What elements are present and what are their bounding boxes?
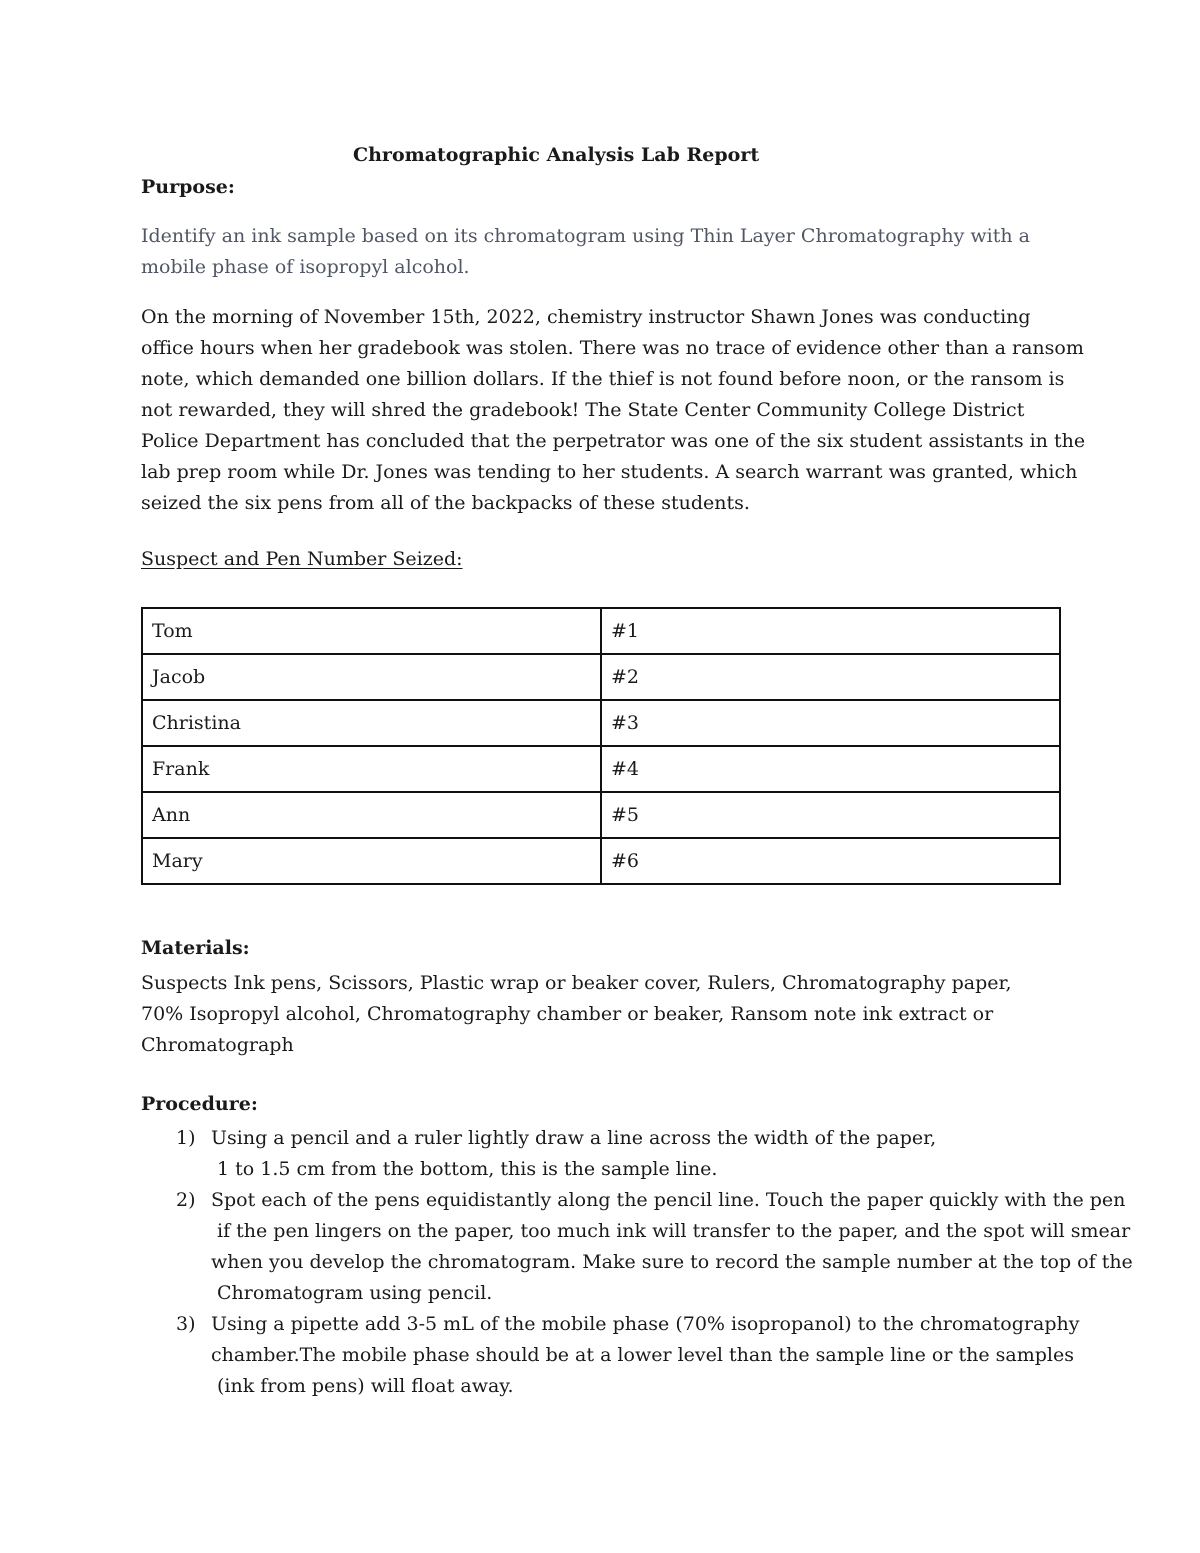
table-row (142, 746, 1060, 792)
procedure-step (141, 1309, 1141, 1402)
story-line: not rewarded, they will shred the gradebook! The State Center Community College District (141, 399, 1025, 421)
step-line: 1 to 1.5 cm from the bottom, this is the sample line. (217, 1158, 718, 1180)
step-line: Using a pipette add 3-5 mL of the mobile phase (70% isopropanol) to the chromatography (211, 1313, 1080, 1335)
pen-number: #2 (601, 654, 1060, 700)
pen-number: #1 (601, 608, 1060, 654)
materials-line: 70% Isopropyl alcohol, Chromatography chamber or beaker, Ransom note ink extract or (141, 1003, 994, 1025)
materials-line: Suspects Ink pens, Scissors, Plastic wrap or beaker cover, Rulers, Chromatography paper, (141, 972, 1012, 994)
story-line: lab prep room while Dr. Jones was tending to her students. A search warrant was granted, which (141, 461, 1078, 483)
pen-number: #4 (601, 746, 1060, 792)
table-row (142, 838, 1060, 884)
step-line: Chromatogram using pencil. (217, 1282, 493, 1304)
purpose-heading: Purpose: (141, 176, 235, 198)
suspect-name: Tom (142, 608, 601, 654)
table-row (142, 608, 1060, 654)
step-line: Spot each of the pens equidistantly along the pencil line. Touch the paper quickly with the pen (211, 1189, 1126, 1211)
procedure-step (141, 1185, 1141, 1309)
purpose-line: mobile phase of isopropyl alcohol. (141, 256, 470, 278)
materials-list (141, 968, 1071, 1061)
pen-number: #6 (601, 838, 1060, 884)
story-line: On the morning of November 15th, 2022, chemistry instructor Shawn Jones was conducting (141, 306, 1031, 328)
step-line: when you develop the chromatogram. Make sure to record the sample number at the top of the (211, 1251, 1133, 1273)
purpose-text (141, 221, 1071, 283)
report-title: Chromatographic Analysis Lab Report (353, 144, 760, 166)
step-number: 1) (176, 1127, 196, 1149)
story-paragraph (141, 302, 1086, 519)
procedure-heading: Procedure: (141, 1093, 258, 1115)
suspects-caption: Suspect and Pen Number Seized: (141, 548, 463, 570)
step-line: if the pen lingers on the paper, too much ink will transfer to the paper, and the spot will smear (217, 1220, 1131, 1242)
step-line: chamber.The mobile phase should be at a lower level than the sample line or the samples (211, 1344, 1074, 1366)
suspect-name: Ann (142, 792, 601, 838)
suspect-name: Jacob (142, 654, 601, 700)
step-line: (ink from pens) will float away. (217, 1375, 514, 1397)
table-row (142, 792, 1060, 838)
suspect-name: Christina (142, 700, 601, 746)
story-line: seized the six pens from all of the backpacks of these students. (141, 492, 750, 514)
procedure-step (141, 1123, 1141, 1185)
step-line: Using a pencil and a ruler lightly draw a line across the width of the paper, (211, 1127, 937, 1149)
story-line: Police Department has concluded that the perpetrator was one of the six student assistants in the (141, 430, 1086, 452)
materials-heading: Materials: (141, 937, 250, 959)
table-row (142, 700, 1060, 746)
step-number: 3) (176, 1313, 196, 1335)
suspects-table (141, 607, 1061, 885)
table-row (142, 654, 1060, 700)
purpose-line: Identify an ink sample based on its chromatogram using Thin Layer Chromatography with a (141, 225, 1030, 247)
story-line: note, which demanded one billion dollars. If the thief is not found before noon, or the ransom is (141, 368, 1065, 390)
procedure-list (141, 1123, 1141, 1402)
materials-line: Chromatograph (141, 1034, 294, 1056)
step-number: 2) (176, 1189, 196, 1211)
pen-number: #3 (601, 700, 1060, 746)
pen-number: #5 (601, 792, 1060, 838)
story-line: office hours when her gradebook was stolen. There was no trace of evidence other than a ransom (141, 337, 1084, 359)
suspect-name: Frank (142, 746, 601, 792)
suspect-name: Mary (142, 838, 601, 884)
